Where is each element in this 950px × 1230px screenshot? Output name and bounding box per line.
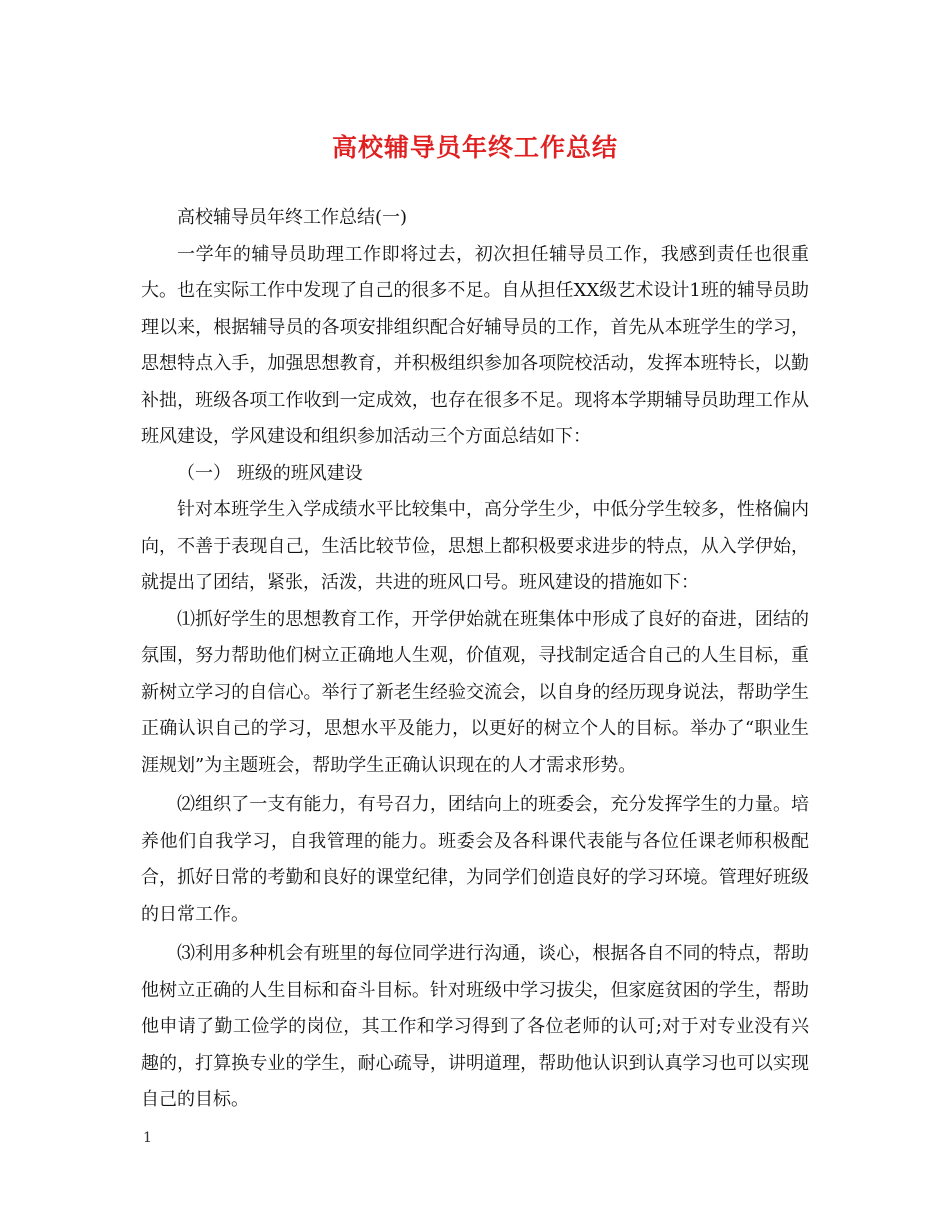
section-heading: （一） 班级的班风建设	[177, 462, 363, 484]
body-paragraph: ⑴抓好学生的思想教育工作，开学伊始就在班集体中形成了良好的奋进，团结的氛围，努力帮助他们树立正确地人生观，价值观，寻找制定适合自己的人生目标，重新树立学习的自信心。举行了新老生经验交流会，以自身的经历现身说法，帮助学生正确认识自己的学习，思想水平及能力，以更好的树立个人的目标。举办了“职业生涯规划”为主题班会，帮助学生正确认识现在的人才需求形势。	[141, 608, 809, 776]
document-body	[141, 200, 809, 1119]
body-paragraph: ⑶利用多种机会有班里的每位同学进行沟通，谈心，根据各自不同的特点，帮助他树立正确的人生目标和奋斗目标。针对班级中学习拔尖，但家庭贫困的学生，帮助他申请了勤工俭学的岗位，其工作和学习得到了各位老师的认可;对于对专业没有兴趣的，打算换专业的学生，耐心疏导，讲明道理，帮助他认识到认真学习也可以实现自己的目标。	[141, 943, 809, 1110]
document-title: 高校辅导员年终工作总结	[331, 133, 618, 162]
body-paragraph: 针对本班学生入学成绩水平比较集中，高分学生少，中低分学生较多，性格偏内向，不善于表现自己，生活比较节俭，思想上都积极要求进步的特点，从入学伊始，就提出了团结，紧张，活泼，共进的班风口号。班风建设的措施如下：	[141, 499, 809, 593]
intro-paragraph: 一学年的辅导员助理工作即将过去，初次担任辅导员工作，我感到责任也很重大。也在实际工作中发现了自己的很多不足。自从担任XX级艺术设计1班的辅导员助理以来，根据辅导员的各项安排组织配合好辅导员的工作，首先从本班学生的学习，思想特点入手，加强思想教育，并积极组织参加各项院校活动，发挥本班特长，以勤补拙，班级各项工作收到一定成效，也存在很多不足。现将本学期辅导员助理工作从班风建设，学风建设和组织参加活动三个方面总结如下：	[141, 243, 809, 447]
subtitle-paragraph: 高校辅导员年终工作总结(一)	[177, 207, 408, 228]
body-paragraph: ⑵组织了一支有能力，有号召力，团结向上的班委会，充分发挥学生的力量。培养他们自我学习，自我管理的能力。班委会及各科课代表能与各位任课老师积极配合，抓好日常的考勤和良好的课堂纪律，为同学们创造良好的学习环境。管理好班级的日常工作。	[141, 794, 809, 925]
page-number: 1	[143, 1130, 152, 1146]
